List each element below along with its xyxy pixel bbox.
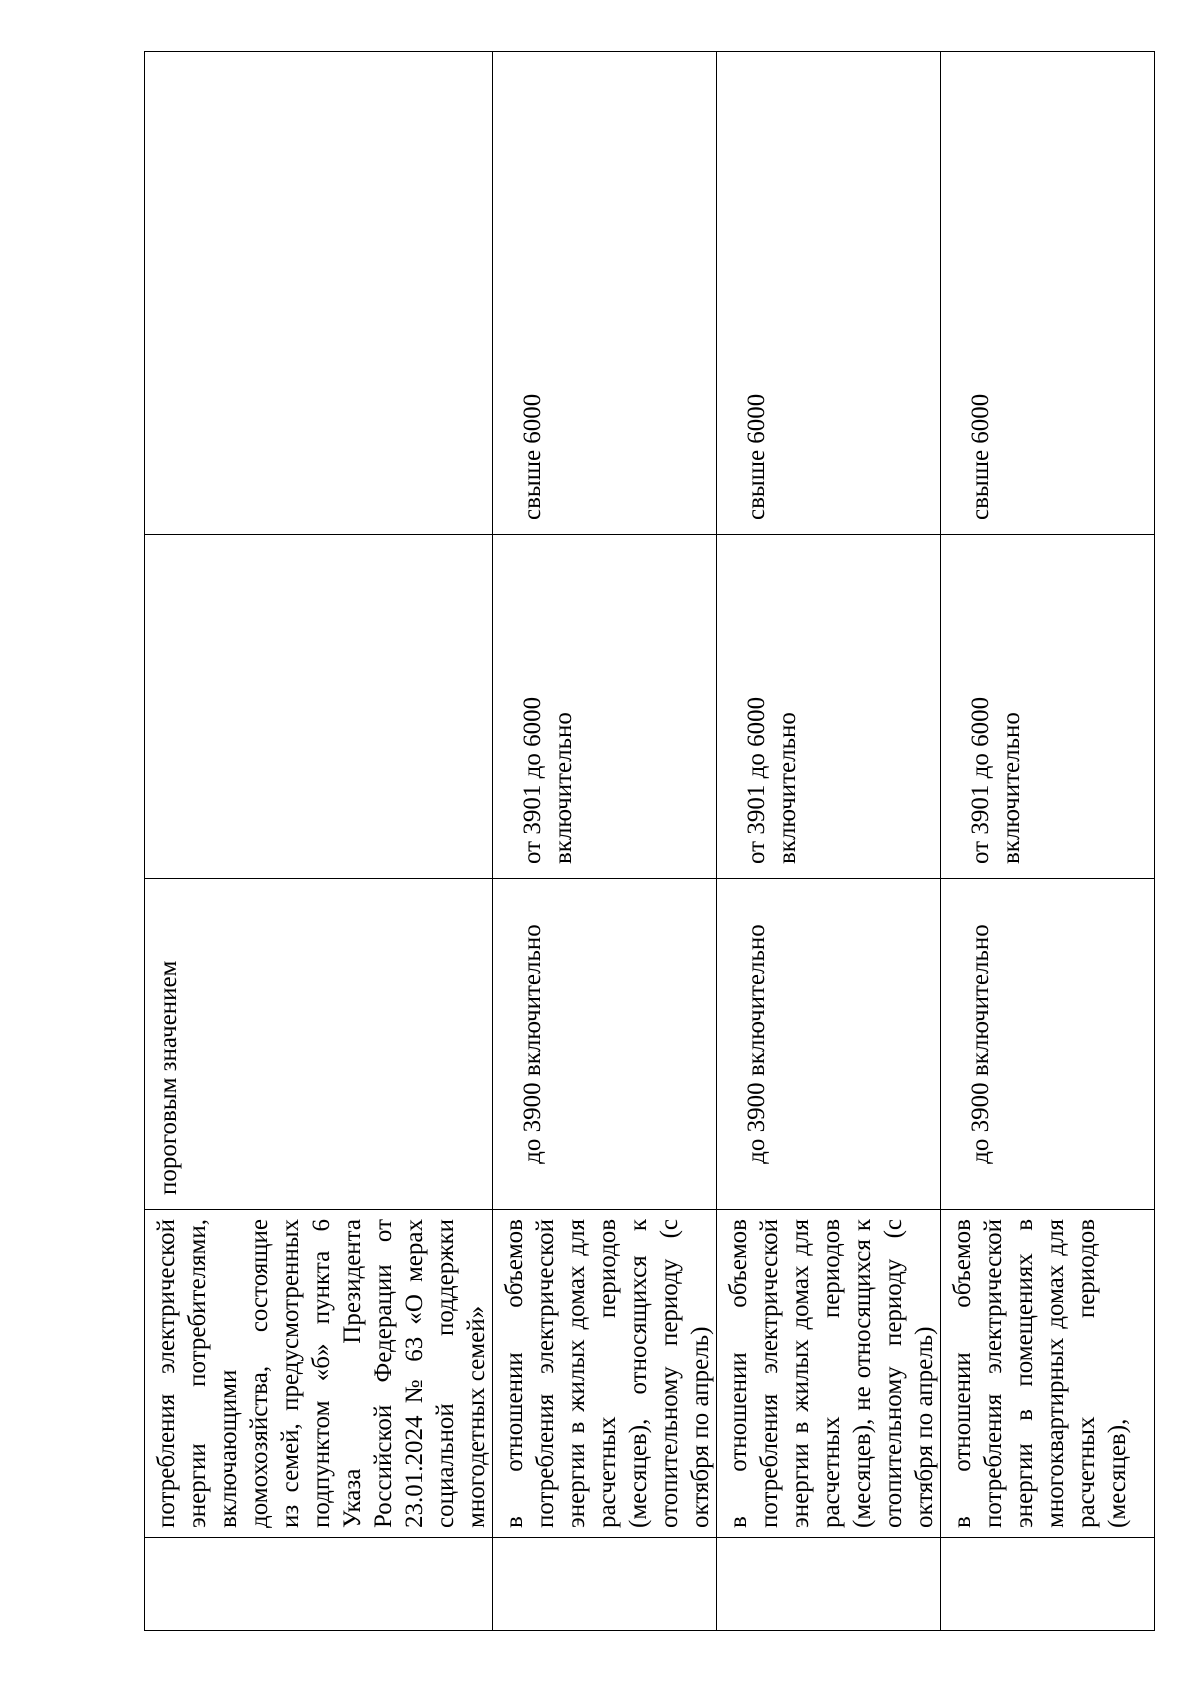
threshold-text: до 3900 включительно <box>743 924 770 1164</box>
table-cell-description <box>145 1210 493 1538</box>
rotated-table-container <box>144 52 1131 1631</box>
threshold-text: от 3901 до 6000 включительно <box>519 696 577 864</box>
table-row <box>941 52 1155 1631</box>
description-text: в отношении объемов потребления электрической энергии в жилых домах для расчетных периодов (месяцев), не относящихся к отопительному периоду (с октября по апрель) <box>725 1219 938 1528</box>
threshold-text: свыше 6000 <box>967 393 994 520</box>
threshold-text: от 3901 до 6000 включительно <box>743 696 801 864</box>
rotated-page-area <box>144 52 1131 1631</box>
table-cell-threshold-3 <box>145 52 493 535</box>
tariff-threshold-table <box>144 51 1155 1631</box>
table-row <box>717 52 941 1631</box>
threshold-text: до 3900 включительно <box>519 924 546 1164</box>
threshold-text <box>145 535 153 878</box>
threshold-text: до 3900 включительно <box>967 924 994 1164</box>
table-cell-threshold-3 <box>493 52 717 535</box>
description-text: в отношении объемов потребления электрической энергии в помещениях в многоквартирных домах для расчетных периодов (месяцев), <box>949 1219 1131 1528</box>
table-cell-index <box>145 1538 493 1631</box>
threshold-text: свыше 6000 <box>743 393 770 520</box>
table-cell-threshold-2 <box>941 535 1155 879</box>
table-cell-threshold-3 <box>717 52 941 535</box>
table-cell-index <box>717 1538 941 1631</box>
threshold-text: пороговым значением <box>155 960 182 1195</box>
table-cell-description <box>493 1210 717 1538</box>
table-row <box>145 52 493 1631</box>
table-cell-index <box>493 1538 717 1631</box>
table-cell-threshold-1 <box>493 879 717 1210</box>
threshold-text: свыше 6000 <box>519 393 546 520</box>
table-cell-threshold-2 <box>493 535 717 879</box>
table-cell-threshold-3 <box>941 52 1155 535</box>
table-cell-description <box>941 1210 1155 1538</box>
description-text: в отношении объемов потребления электрической энергии в жилых домах для расчетных периодов (месяцев), относящихся к отопительному периоду (с октября по апрель) <box>501 1219 714 1528</box>
table-cell-description <box>717 1210 941 1538</box>
description-text: потребления электрической энергии потребителями, включающими домохозяйства, состоящие из семей, предусмотренных подпунктом «б» пункта 6 Указа Президента Российской Федерации от 23.01.2024 № 63 «О мерах социальной поддержки многодетных семей» <box>153 1219 490 1528</box>
table-cell-threshold-2 <box>145 535 493 879</box>
table-cell-index <box>941 1538 1155 1631</box>
threshold-text: от 3901 до 6000 включительно <box>967 696 1025 864</box>
threshold-text <box>145 52 153 534</box>
table-cell-threshold-1 <box>941 879 1155 1210</box>
table-row <box>493 52 717 1631</box>
table-cell-threshold-2 <box>717 535 941 879</box>
table-cell-threshold-1 <box>145 879 493 1210</box>
table-cell-threshold-1 <box>717 879 941 1210</box>
